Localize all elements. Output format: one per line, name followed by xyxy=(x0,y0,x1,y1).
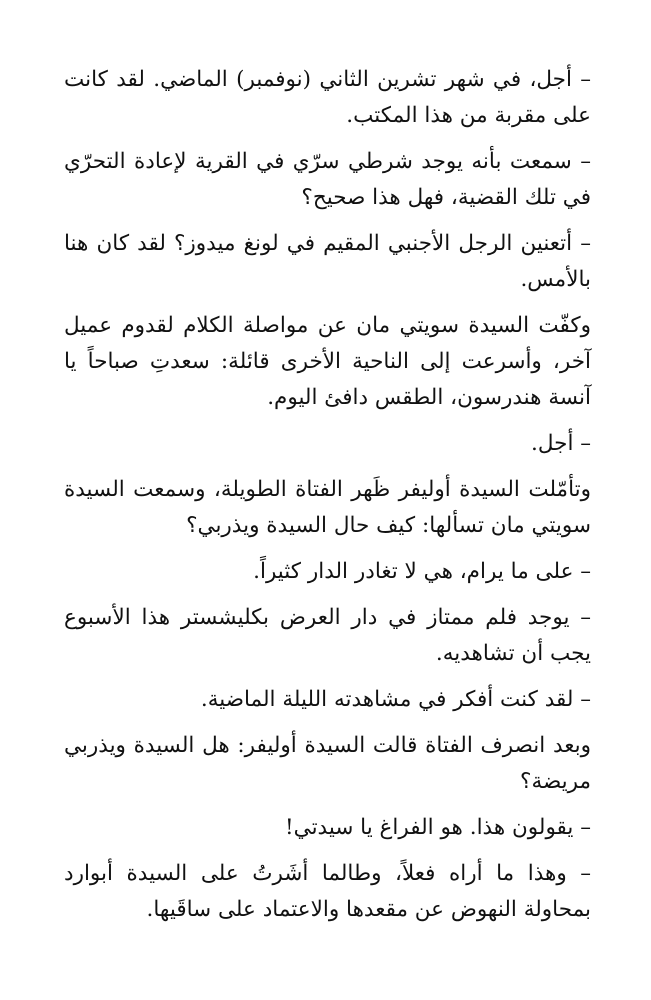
paragraph-3: – أتعنين الرجل الأجنبي المقيم في لونغ ميدوز؟ لقد كان هنا بالأمس. xyxy=(64,231,591,292)
paragraph-10: وبعد انصرف الفتاة قالت السيدة أوليفر: هل السيدة ويذربي مريضة؟ xyxy=(64,733,591,794)
paragraph-8: – يوجد فلم ممتاز في دار العرض بكليشستر هذا الأسبوع يجب أن تشاهديه. xyxy=(64,605,591,666)
paragraph-7: – على ما يرام، هي لا تغادر الدار كثيراً. xyxy=(253,559,591,584)
book-page xyxy=(64,62,591,938)
paragraph-11: – يقولون هذا. هو الفراغ يا سيدتي! xyxy=(285,815,591,840)
paragraph-1: – أجل، في شهر تشرين الثاني (نوفمبر) الماضي. لقد كانت على مقربة من هذا المكتب. xyxy=(64,67,591,128)
paragraph-2: – سمعت بأنه يوجد شرطي سرّي في القرية لإعادة التحرّي في تلك القضية، فهل هذا صحيح؟ xyxy=(64,149,591,210)
paragraph-12: – وهذا ما أراه فعلاً، وطالما أشَرتُ على السيدة أبوارد بمحاولة النهوض عن مقعدها والاعتماد على ساقَيها. xyxy=(64,861,591,922)
paragraph-6: وتأمّلت السيدة أوليفر ظَهر الفتاة الطويلة، وسمعت السيدة سويتي مان تسألها: كيف حال السيدة ويذربي؟ xyxy=(64,477,591,538)
paragraph-4: وكفّت السيدة سويتي مان عن مواصلة الكلام لقدوم عميل آخر، وأسرعت إلى الناحية الأخرى قائلة: سعدتِ صباحاً يا آنسة هندرسون، الطقس دافئ اليوم. xyxy=(64,313,591,410)
paragraph-9: – لقد كنت أفكر في مشاهدته الليلة الماضية. xyxy=(200,687,591,712)
paragraph-5: – أجل. xyxy=(531,431,591,456)
